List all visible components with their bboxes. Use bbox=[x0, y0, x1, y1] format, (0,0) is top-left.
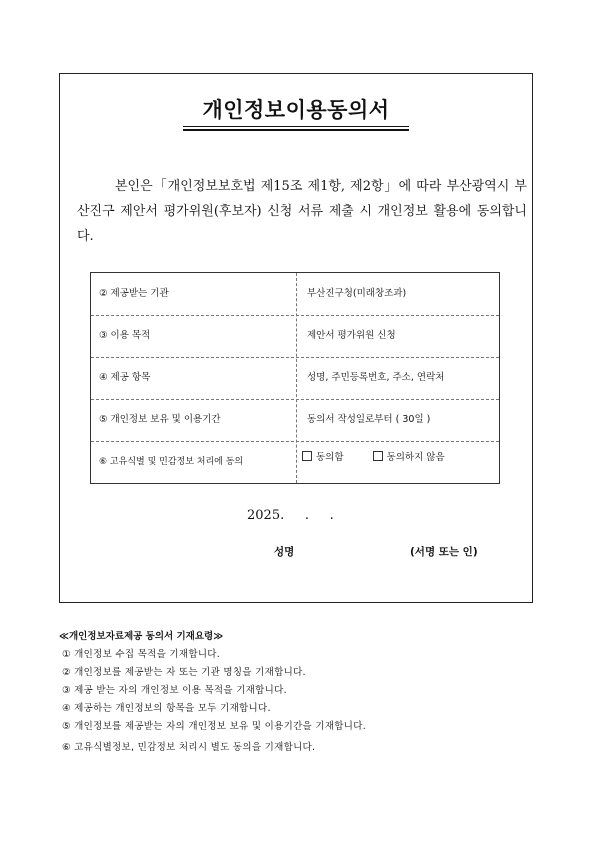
row-label: ② 제공받는 기관 bbox=[99, 288, 169, 299]
list-item: ① 개인정보 수집 목적을 기재합니다. bbox=[62, 649, 221, 660]
table-row bbox=[91, 273, 499, 315]
consent-options bbox=[302, 437, 445, 479]
table-row bbox=[91, 357, 499, 399]
date-field: 2025. . . bbox=[247, 508, 334, 523]
disagree-checkbox[interactable] bbox=[373, 451, 383, 461]
signature-name-label: 성명 bbox=[274, 546, 295, 558]
row-value: 부산진구청(미래창조과) bbox=[307, 288, 407, 299]
agree-checkbox[interactable] bbox=[302, 451, 312, 461]
list-item: ④ 제공하는 개인정보의 항목을 모두 기재합니다. bbox=[62, 703, 271, 714]
agree-label: 동의함 bbox=[316, 452, 344, 463]
row-value: 성명, 주민등록번호, 주소, 연락처 bbox=[307, 372, 445, 383]
list-item: ⑥ 고유식별정보, 민감정보 처리시 별도 동의을 기재합니다. bbox=[62, 742, 316, 753]
row-label: ⑥ 고유식별 및 민감정보 처리에 동의 bbox=[99, 457, 244, 467]
signature-sign-label: (서명 또는 인) bbox=[410, 546, 478, 558]
agree-option[interactable] bbox=[302, 452, 344, 463]
list-item: ⑤ 개인정보를 제공받는 자의 개인정보 보유 및 이용기간을 기재합니다. bbox=[62, 721, 367, 732]
statement-text: 본인은「개인정보보호법 제15조 제1항, 제2항」에 따라 부산광역시 부산진구 제안서 평가위원(후보자) 신청 서류 제출 시 개인정보 활용에 동의합니다. bbox=[77, 179, 527, 244]
consent-statement bbox=[77, 174, 527, 249]
table-row bbox=[91, 315, 499, 357]
table-row bbox=[91, 399, 499, 441]
document-title: 개인정보이용동의서 bbox=[202, 98, 390, 122]
guide-list bbox=[62, 646, 366, 757]
title-underline bbox=[183, 126, 409, 127]
row-value: 동의서 작성일로부터 ( 30일 ) bbox=[307, 414, 431, 425]
title-underline-thick bbox=[183, 129, 409, 131]
row-label: ③ 이용 목적 bbox=[99, 330, 151, 341]
disagree-option[interactable] bbox=[373, 452, 445, 463]
list-item: ② 개인정보를 제공받는 자 또는 기관 명칭을 기재합니다. bbox=[62, 667, 306, 678]
row-label: ⑤ 개인정보 보유 및 이용기간 bbox=[99, 414, 221, 425]
row-value: 제안서 평가위원 신청 bbox=[307, 330, 396, 341]
table-row bbox=[91, 441, 499, 483]
consent-info-table bbox=[90, 272, 500, 484]
disagree-label: 동의하지 않음 bbox=[386, 452, 445, 463]
guide-title: ≪개인정보자료제공 동의서 기재요령≫ bbox=[59, 631, 224, 642]
list-item: ③ 제공 받는 자의 개인정보 이용 목적을 기재합니다. bbox=[62, 685, 287, 696]
row-label: ④ 제공 항목 bbox=[99, 372, 151, 383]
